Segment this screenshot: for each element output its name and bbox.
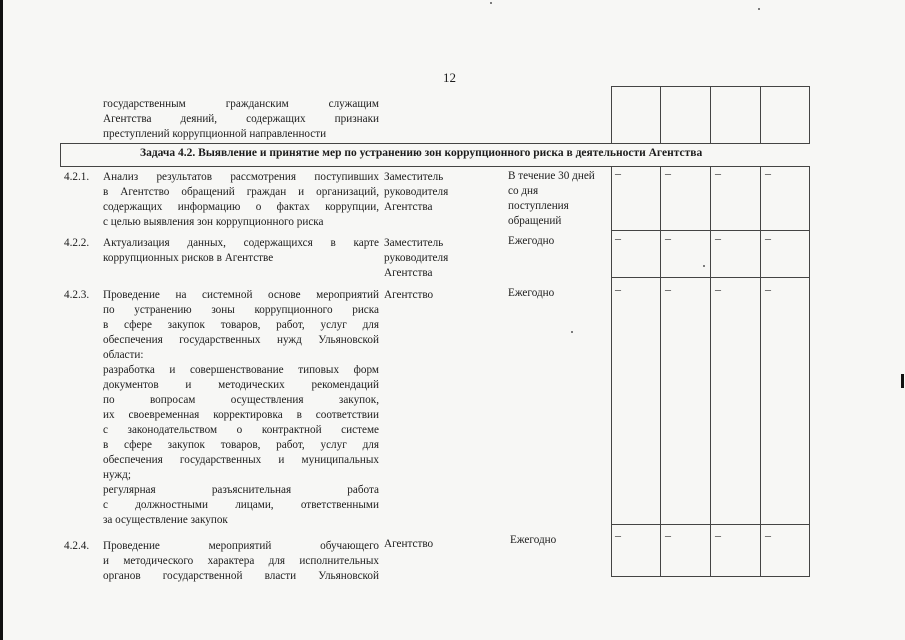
text-line: обращений — [508, 215, 562, 227]
text-line: за осуществление закупок — [103, 514, 228, 526]
text-line: коррупционных рисков в Агентстве — [103, 252, 274, 264]
row-description — [103, 539, 379, 584]
text-line: руководителя — [384, 186, 449, 198]
text-line: преступлений коррупционной направленности — [103, 128, 327, 140]
text-line: с должностными лицами, ответственными — [103, 499, 379, 511]
text-line: поступления — [508, 200, 569, 212]
text-line: Агентства деяний, содержащих признаки — [103, 113, 379, 125]
text-line: и методического характера для исполнительных — [103, 555, 379, 567]
task-header: Задача 4.2. Выявление и принятие мер по устранению зон коррупционного риска в деятельности Агентства — [140, 147, 703, 159]
row-number: 4.2.3. — [64, 289, 90, 301]
cell-dash: – — [715, 528, 721, 542]
cell-dash: – — [765, 282, 771, 296]
text-line: содержащих информацию о фактах коррупции, — [103, 201, 379, 213]
text-line: руководителя — [384, 252, 449, 264]
text-line: в Агентство обращений граждан и организаций, — [103, 186, 379, 198]
text-line: по вопросам осуществления закупок, — [103, 394, 379, 406]
cell-dash: – — [665, 166, 671, 180]
text-line: Агентство — [384, 289, 434, 301]
page-number: 12 — [443, 70, 456, 85]
text-line: Агентства — [384, 267, 433, 279]
text-line: в сфере закупок товаров, работ, услуг для — [103, 439, 379, 451]
row-number: 4.2.2. — [64, 237, 90, 249]
cell-dash: – — [615, 528, 621, 542]
cell-dash: – — [765, 166, 771, 180]
text-line: обеспечения государственных нужд Ульяновской — [103, 334, 379, 346]
scan-speck — [490, 2, 492, 4]
text-line: Заместитель — [384, 237, 444, 249]
text-line: с целью выявления зон коррупционного риска — [103, 216, 324, 228]
scan-edge-right — [901, 374, 904, 388]
scan-speck — [758, 8, 760, 10]
text-line: документов и методических рекомендаций — [103, 379, 379, 391]
text-line: Заместитель — [384, 171, 444, 183]
cell-dash: – — [615, 282, 621, 296]
cell-dash: – — [715, 282, 721, 296]
row-responsible — [384, 537, 433, 552]
row-description — [103, 170, 379, 230]
text-line: нужд; — [103, 469, 131, 481]
text-line: регулярная разъяснительная работа — [103, 484, 379, 496]
cell-dash: – — [765, 528, 771, 542]
text-line: Агентство — [384, 538, 434, 550]
cell-dash: – — [615, 166, 621, 180]
text-line: Агентства — [384, 201, 433, 213]
row-number: 4.2.1. — [64, 171, 90, 183]
row-deadline — [508, 169, 595, 229]
scan-speck — [571, 331, 573, 333]
cell-dash: – — [615, 231, 621, 245]
text-line: по устранению зоны коррупционного риска — [103, 304, 379, 316]
row-description — [103, 288, 379, 528]
cell-dash: – — [715, 166, 721, 180]
text-line: области: — [103, 349, 144, 361]
row-deadline — [510, 533, 556, 548]
cell-dash: – — [665, 231, 671, 245]
cell-dash: – — [665, 528, 671, 542]
text-line: их своевременная корректировка в соответствии — [103, 409, 379, 421]
text-line: Проведение мероприятий обучающего — [103, 540, 379, 552]
text-line: Анализ результатов рассмотрения поступивших — [103, 171, 379, 183]
row-deadline — [508, 286, 554, 301]
row-responsible — [384, 236, 448, 281]
row-responsible — [384, 288, 433, 303]
continued-description — [103, 97, 379, 142]
cell-dash: – — [665, 282, 671, 296]
text-line: Ежегодно — [508, 287, 555, 299]
text-line: В течение 30 дней — [508, 170, 595, 182]
text-line: государственным гражданским служащим — [103, 98, 379, 110]
scan-speck — [703, 265, 705, 267]
text-line: органов государственной власти Ульяновской — [103, 570, 379, 582]
row-description — [103, 236, 379, 266]
row-responsible — [384, 170, 448, 215]
text-line: разработка и совершенствование типовых форм — [103, 364, 379, 376]
text-line: с законодательством о контрактной системе — [103, 424, 379, 436]
text-line: обеспечения государственных и муниципальных — [103, 454, 379, 466]
row-deadline — [508, 234, 554, 249]
cell-dash: – — [715, 231, 721, 245]
row-number: 4.2.4. — [64, 540, 90, 552]
text-line: Ежегодно — [508, 235, 555, 247]
text-line: Актуализация данных, содержащихся в карте — [103, 237, 379, 249]
text-line: Ежегодно — [510, 534, 557, 546]
text-line: в сфере закупок товаров, работ, услуг для — [103, 319, 379, 331]
scan-edge-left — [0, 0, 3, 640]
text-line: Проведение на системной основе мероприятий — [103, 289, 379, 301]
text-line: со дня — [508, 185, 539, 197]
cell-dash: – — [765, 231, 771, 245]
